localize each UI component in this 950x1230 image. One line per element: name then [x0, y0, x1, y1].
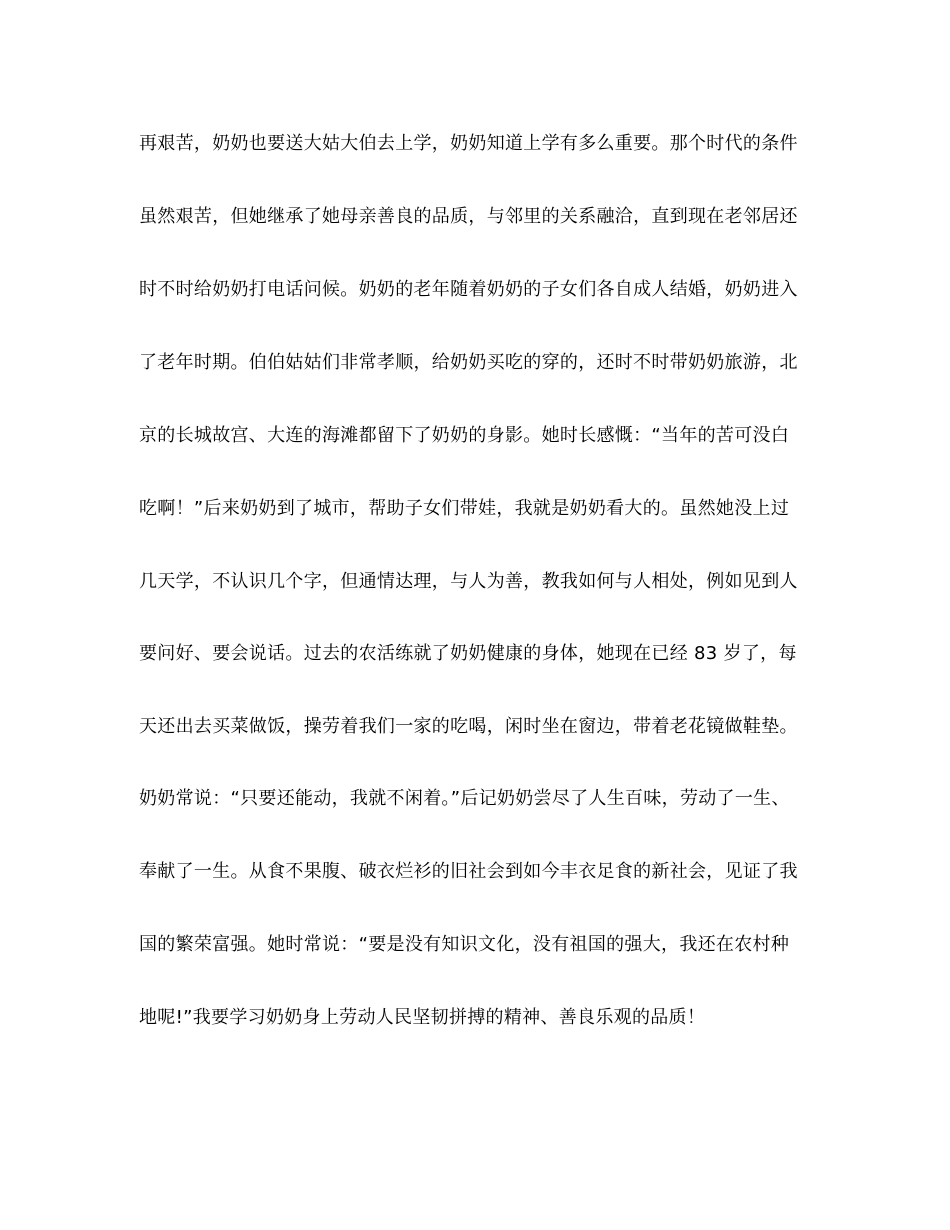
paragraph-line: 奉献了一生。从食不果腹、破衣烂衫的旧社会到如今丰衣足食的新社会，见证了我: [139, 861, 798, 882]
paragraph-line: 奶奶常说：“只要还能动，我就不闲着。”后记奶奶尝尽了人生百味，劳动了一生、: [139, 788, 790, 809]
paragraph-line: 国的繁荣富强。她时常说：“要是没有知识文化，没有祖国的强大，我还在农村种: [139, 934, 790, 955]
paragraph-line: 吃啊！”后来奶奶到了城市，帮助子女们带娃，我就是奶奶看大的。虽然她没上过: [139, 498, 790, 519]
paragraph-line: 地呢!”我要学习奶奶身上劳动人民坚韧拼搏的精神、善良乐观的品质！: [139, 1007, 706, 1028]
paragraph-line: 虽然艰苦，但她继承了她母亲善良的品质，与邻里的关系融洽，直到现在老邻居还: [139, 206, 798, 227]
paragraph-line: 再艰苦，奶奶也要送大姑大伯去上学，奶奶知道上学有多么重要。那个时代的条件: [139, 133, 798, 154]
paragraph-line: 了老年时期。伯伯姑姑们非常孝顺，给奶奶买吃的穿的，还时不时带奶奶旅游，北: [139, 352, 798, 373]
paragraph-line: 几天学，不认识几个字，但通情达理，与人为善，教我如何与人相处，例如见到人: [139, 571, 798, 592]
paragraph-line: 京的长城故宫、大连的海滩都留下了奶奶的身影。她时长感慨：“当年的苦可没白: [139, 425, 790, 446]
paragraph-line: 要问好、要会说话。过去的农活练就了奶奶健康的身体，她现在已经 83 岁了，每: [139, 643, 797, 664]
paragraph-line: 天还出去买菜做饭，操劳着我们一家的吃喝，闲时坐在窗边，带着老花镜做鞋垫。: [139, 716, 798, 737]
paragraph-line: 时不时给奶奶打电话问候。奶奶的老年随着奶奶的子女们各自成人结婚，奶奶进入: [139, 279, 798, 300]
